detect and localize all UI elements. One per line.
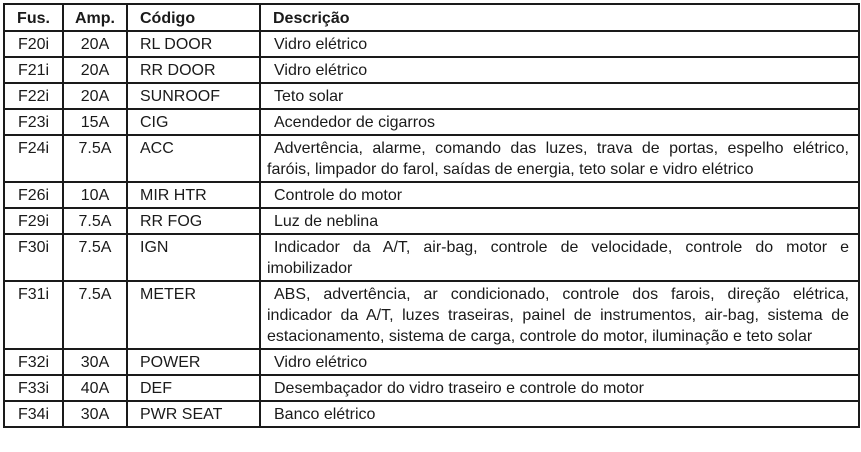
table-row — [4, 83, 859, 109]
amp-cell: 20A — [63, 57, 127, 83]
table-row — [4, 281, 859, 349]
amp-cell: 30A — [63, 349, 127, 375]
code-cell: ACC — [127, 135, 260, 182]
description-cell: Vidro elétrico — [260, 57, 859, 83]
amp-cell: 20A — [63, 31, 127, 57]
description-cell: Luz de neblina — [260, 208, 859, 234]
code-cell: RR FOG — [127, 208, 260, 234]
table-header-row — [4, 4, 859, 31]
code-cell: CIG — [127, 109, 260, 135]
table-row — [4, 57, 859, 83]
amp-cell: 7.5A — [63, 281, 127, 349]
table-row — [4, 182, 859, 208]
fuse-cell: F21i — [4, 57, 63, 83]
fuse-cell: F23i — [4, 109, 63, 135]
description-cell: Advertência, alarme, comando das luzes, trava de portas, espelho elétrico, faróis, limpador do farol, saídas de energia, teto solar e vidro elétrico — [260, 135, 859, 182]
code-cell: RL DOOR — [127, 31, 260, 57]
fuse-cell: F33i — [4, 375, 63, 401]
code-cell: POWER — [127, 349, 260, 375]
fuse-cell: F22i — [4, 83, 63, 109]
fuse-cell: F31i — [4, 281, 63, 349]
table-row — [4, 349, 859, 375]
column-header-fus: Fus. — [4, 4, 63, 31]
description-cell: Indicador da A/T, air-bag, controle de velocidade, controle do motor e imobilizador — [260, 234, 859, 281]
fuse-cell: F24i — [4, 135, 63, 182]
table-row — [4, 135, 859, 182]
fuse-table — [3, 3, 860, 428]
fuse-cell: F20i — [4, 31, 63, 57]
description-cell: Banco elétrico — [260, 401, 859, 427]
description-cell: ABS, advertência, ar condicionado, controle dos farois, direção elétrica, indicador da A/T, luzes traseiras, painel de instrumentos, air-bag, sistema de estacionamento, sistema de carga, controle do motor, iluminação e teto solar — [260, 281, 859, 349]
column-header-descricao: Descrição — [260, 4, 859, 31]
description-cell: Vidro elétrico — [260, 31, 859, 57]
fuse-cell: F30i — [4, 234, 63, 281]
amp-cell: 40A — [63, 375, 127, 401]
code-cell: MIR HTR — [127, 182, 260, 208]
amp-cell: 7.5A — [63, 234, 127, 281]
table-row — [4, 234, 859, 281]
description-cell: Vidro elétrico — [260, 349, 859, 375]
amp-cell: 30A — [63, 401, 127, 427]
table-row — [4, 109, 859, 135]
fuse-cell: F32i — [4, 349, 63, 375]
fuse-cell: F29i — [4, 208, 63, 234]
amp-cell: 7.5A — [63, 135, 127, 182]
code-cell: METER — [127, 281, 260, 349]
column-header-amp: Amp. — [63, 4, 127, 31]
column-header-codigo: Código — [127, 4, 260, 31]
description-cell: Acendedor de cigarros — [260, 109, 859, 135]
table-row — [4, 401, 859, 427]
table-row — [4, 375, 859, 401]
amp-cell: 10A — [63, 182, 127, 208]
amp-cell: 7.5A — [63, 208, 127, 234]
description-cell: Desembaçador do vidro traseiro e controle do motor — [260, 375, 859, 401]
amp-cell: 20A — [63, 83, 127, 109]
code-cell: RR DOOR — [127, 57, 260, 83]
description-cell: Controle do motor — [260, 182, 859, 208]
fuse-cell: F34i — [4, 401, 63, 427]
description-cell: Teto solar — [260, 83, 859, 109]
code-cell: IGN — [127, 234, 260, 281]
table-row — [4, 31, 859, 57]
code-cell: SUNROOF — [127, 83, 260, 109]
table-row — [4, 208, 859, 234]
fuse-cell: F26i — [4, 182, 63, 208]
code-cell: PWR SEAT — [127, 401, 260, 427]
amp-cell: 15A — [63, 109, 127, 135]
code-cell: DEF — [127, 375, 260, 401]
